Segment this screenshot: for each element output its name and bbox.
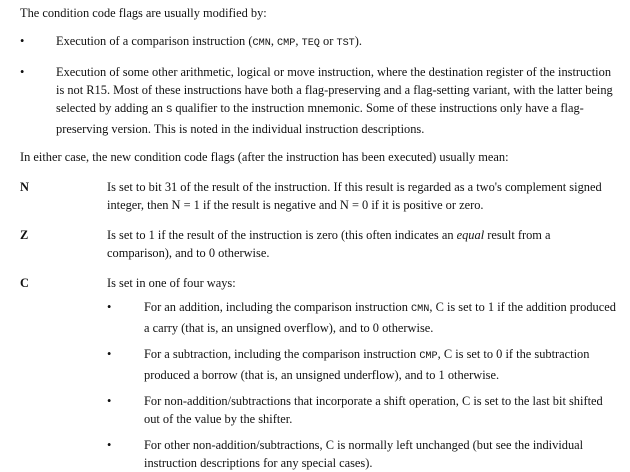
text-run: Is set to 1 if the result of the instruction is zero (this often indicates an [107,228,457,242]
text-run: , [295,34,302,48]
text-run: , [270,34,278,48]
text-run: , C is set to 0 if the subtraction produced a borrow (that is, an unsigned underflow), and to 1 otherwise. [144,347,590,382]
bullet-text [56,63,618,138]
sub-bullet-text [144,298,618,337]
text-run: ). [354,34,363,48]
code-tst: TST [336,38,355,49]
sub-bullet-text: For other non-addition/subtractions, C is normally left unchanged (but see the individual instruction descriptions for any special cases). [144,438,584,470]
c-case-addition [107,298,618,337]
text-run: Execution of some other arithmetic, logical or move instruction, where the destination register of the instruction is not R15. Most of these instructions have both a flag-preserving and a flag-setting variant, with the latter being selected by adding an [56,65,613,115]
sub-bullet-text [144,345,618,384]
flag-n-description: Is set to bit 31 of the result of the instruction. If this result is regarded as a two's complement signed integer, then N = 1 if the result is negative and N = 0 if it is positive or zero. [107,180,602,212]
c-case-other [107,436,618,472]
bullet-text [56,32,618,53]
emphasis-equal: equal [456,228,485,242]
flag-c-description [107,274,618,472]
code-cmn: CMN [252,38,271,49]
flag-z-description [107,226,618,262]
flag-c-row [20,274,618,472]
intro-paragraph: The condition code flags are usually modified by: [20,6,267,20]
text-run: For an addition, including the comparison instruction [144,300,412,314]
code-s-qualifier: S [166,105,173,116]
bullet-comparison [20,32,618,53]
sub-bullet-text: For non-addition/subtractions that incorporate a shift operation, C is set to the last bit shifted out of the value by the shifter. [144,394,603,426]
bullet-other-instructions [20,63,618,138]
flag-z-label: Z [20,228,29,242]
text-run: , C is set to 1 if the addition produced a carry (that is, an unsigned overflow), and to 0 otherwise. [144,300,616,335]
meaning-intro-paragraph: In either case, the new condition code flags (after the instruction has been executed) usually mean: [20,150,509,164]
c-case-shift [107,392,618,428]
bullet-icon: • [107,300,112,314]
bullet-icon: • [107,347,112,361]
flag-z-row [20,226,618,262]
code-cmp: CMP [419,351,438,362]
code-teq: TEQ [301,38,320,49]
c-case-subtraction [107,345,618,384]
flag-n-row [20,178,618,214]
code-cmp: CMP [277,38,296,49]
flag-n-label: N [20,180,29,194]
flag-c-label: C [20,276,29,290]
text-run: qualifier to the instruction mnemonic. Some of these instructions only have a flag-preserving version. This is noted in the individual instruction descriptions. [56,101,584,136]
text-run: or [319,34,337,48]
bullet-icon: • [107,438,112,452]
document-page [20,4,618,472]
text-run: Execution of a comparison instruction ( [56,34,253,48]
flag-c-intro: Is set in one of four ways: [107,276,236,290]
bullet-icon: • [20,34,25,48]
text-run: result from a comparison), and to 0 otherwise. [107,228,551,260]
code-cmn: CMN [411,304,430,315]
bullet-icon: • [107,394,112,408]
text-run: For a subtraction, including the comparison instruction [144,347,420,361]
bullet-icon: • [20,65,25,79]
